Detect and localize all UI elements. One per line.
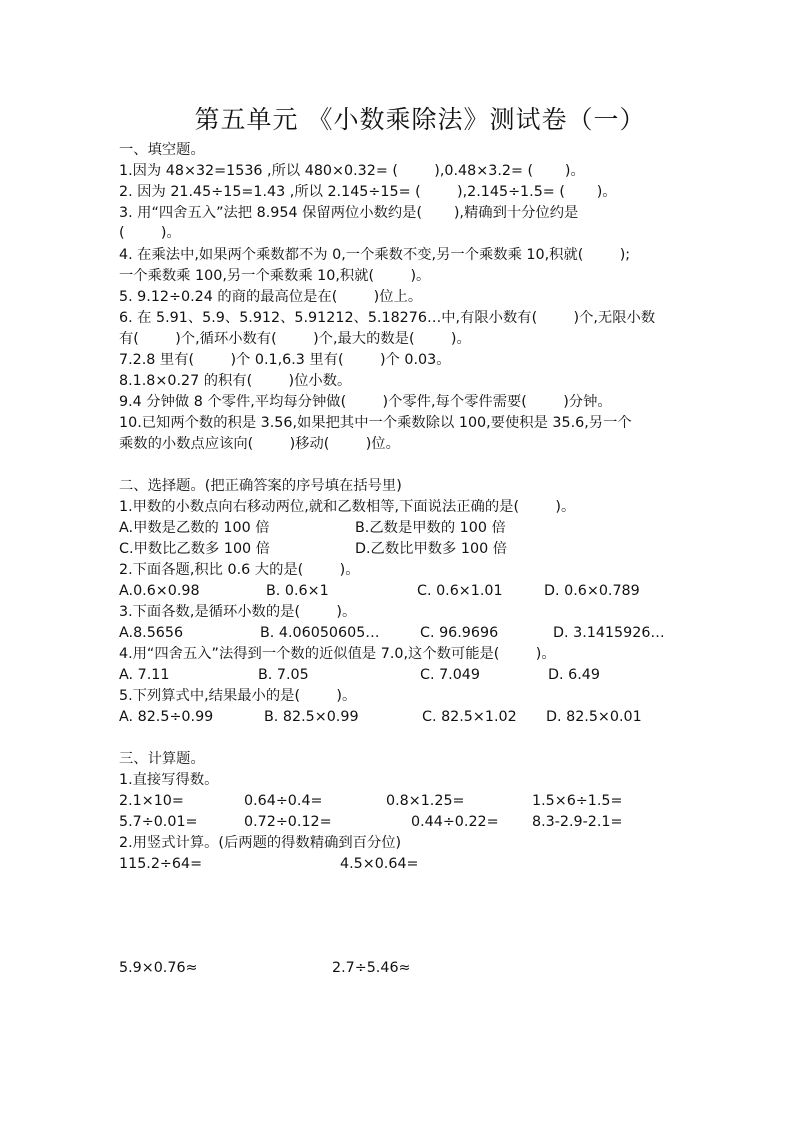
option: A.0.6×0.98 [119, 583, 200, 599]
expression: 2.1×10= [119, 793, 184, 809]
expression: 5.7÷0.01= [119, 814, 198, 830]
expression: 2.7÷5.46≈ [332, 960, 411, 976]
expression: 0.8×1.25= [386, 793, 465, 809]
section-heading-fill-in: 一、填空题。 [119, 142, 205, 158]
expression: 1.5×6÷1.5= [532, 793, 623, 809]
option: D. 0.6×0.789 [544, 583, 640, 599]
question-stem: 4.用“四舍五入”法得到一个数的近似值是 7.0,这个数可能是( )。 [119, 646, 556, 662]
expression: 8.3-2.9-2.1= [532, 814, 623, 830]
expression: 4.5×0.64= [340, 856, 419, 872]
expression: 0.72÷0.12= [244, 814, 332, 830]
vertical-calc-row [119, 958, 411, 1038]
fill-in-line: 9.4 分钟做 8 个零件,平均每分钟做( )个零件,每个零件需要( )分钟。 [119, 394, 612, 410]
fill-in-line: ( )。 [119, 225, 181, 241]
question-stem: 2.下面各题,积比 0.6 大的是( )。 [119, 562, 360, 578]
question-stem: 3.下面各数,是循环小数的是( )。 [119, 604, 357, 620]
fill-in-line: 10.已知两个数的积是 3.56,如果把其中一个乘数除以 100,要使积是 35.6,另一个 [119, 415, 632, 431]
option: D. 3.1415926… [553, 625, 665, 641]
fill-in-line: 4. 在乘法中,如果两个乘数都不为 0,一个乘数不变,另一个乘数乘 10,积就( ); [119, 247, 631, 263]
option: A.8.5656 [119, 625, 184, 641]
fill-in-line: 一个乘数乘 100,另一个乘数乘 10,积就( )。 [119, 268, 431, 284]
fill-in-line: 2. 因为 21.45÷15=1.43 ,所以 2.145÷15= ( ),2.145÷1.5= ( )。 [119, 184, 617, 200]
option: B. 0.6×1 [266, 583, 329, 599]
option: A. 82.5÷0.99 [119, 709, 214, 725]
option: D. 82.5×0.01 [546, 709, 642, 725]
expression: 115.2÷64= [119, 856, 203, 872]
question-stem: 1.甲数的小数点向右移动两位,就和乙数相等,下面说法正确的是( )。 [119, 499, 576, 515]
option: B. 82.5×0.99 [264, 709, 359, 725]
option: C. 82.5×1.02 [422, 709, 517, 725]
sub-question-label: 2.用竖式计算。(后两题的得数精确到百分位) [119, 835, 402, 851]
option: B. 7.05 [258, 667, 309, 683]
sub-question-label: 1.直接写得数。 [119, 772, 219, 788]
option: C. 7.049 [420, 667, 481, 683]
section-heading-calculation: 三、计算题。 [119, 751, 205, 767]
fill-in-line: 7.2.8 里有( )个 0.1,6.3 里有( )个 0.03。 [119, 352, 451, 368]
option: A.甲数是乙数的 100 倍 [119, 520, 270, 536]
vertical-calc-row [119, 854, 419, 934]
question-stem: 5.下列算式中,结果最小的是( )。 [119, 688, 357, 704]
expression: 0.64÷0.4= [244, 793, 323, 809]
expression: 0.44÷0.22= [411, 814, 499, 830]
fill-in-line: 乘数的小数点应该向( )移动( )位。 [119, 436, 400, 452]
option: B.乙数是甲数的 100 倍 [355, 520, 506, 536]
fill-in-line: 3. 用“四舍五入”法把 8.954 保留两位小数约是( ),精确到十分位约是 [119, 205, 579, 221]
option: C. 96.9696 [420, 625, 499, 641]
expression: 5.9×0.76≈ [119, 960, 198, 976]
fill-in-line: 1.因为 48×32=1536 ,所以 480×0.32= ( ),0.48×3.2= ( )。 [119, 163, 585, 179]
option: D. 6.49 [548, 667, 600, 683]
option: C. 0.6×1.01 [417, 583, 503, 599]
fill-in-line: 6. 在 5.91、5.9、5.912、5.91212、5.18276…中,有限小数有( )个,无限小数 [119, 310, 656, 326]
fill-in-line: 有( )个,循环小数有( )个,最大的数是( )。 [119, 331, 471, 347]
fill-in-line: 8.1.8×0.27 的积有( )位小数。 [119, 373, 352, 389]
option: D.乙数比甲数多 100 倍 [355, 541, 508, 557]
page-title: 第五单元 《小数乘除法》测试卷（一） [194, 105, 646, 134]
option: B. 4.06050605… [260, 625, 380, 641]
option: C.甲数比乙数多 100 倍 [119, 541, 270, 557]
fill-in-line: 5. 9.12÷0.24 的商的最高位是在( )位上。 [119, 289, 423, 305]
option: A. 7.11 [119, 667, 170, 683]
section-heading-multiple-choice: 二、选择题。(把正确答案的序号填在括号里) [119, 478, 402, 494]
